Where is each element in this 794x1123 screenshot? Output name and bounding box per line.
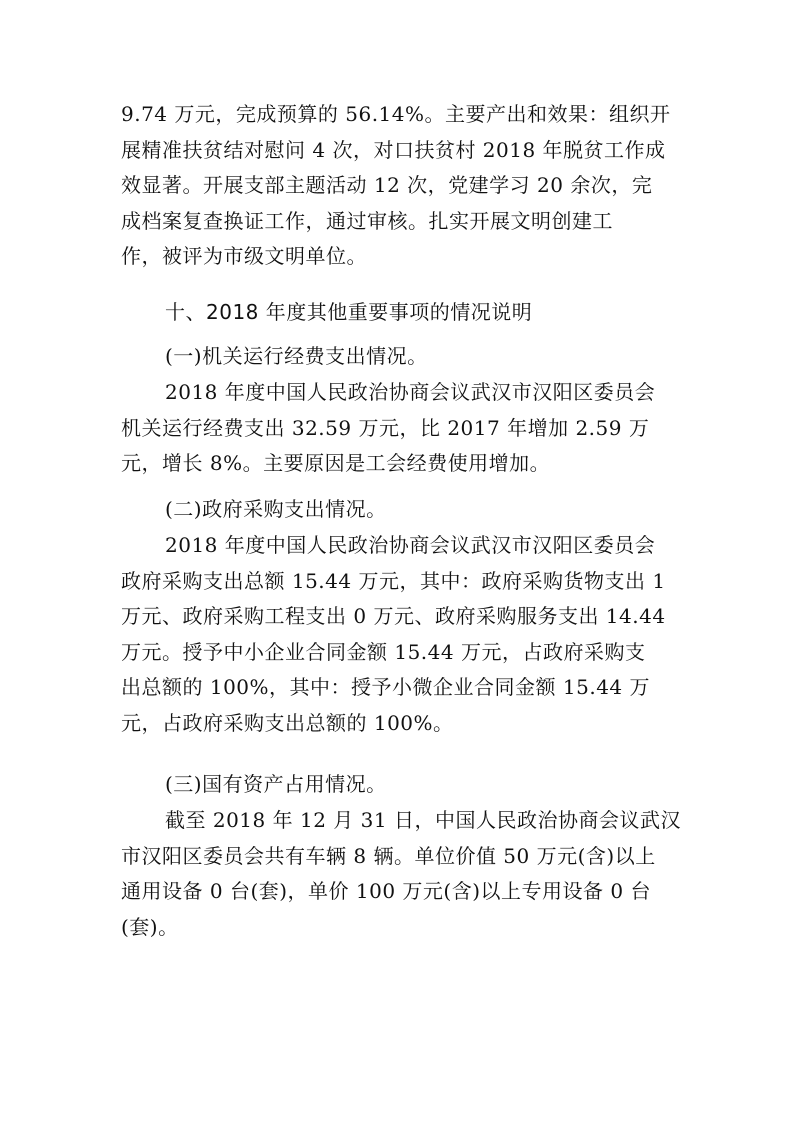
- subsection-3-line-4: (套)。: [121, 914, 179, 939]
- section-heading: [121, 292, 681, 332]
- subsection-3: [121, 765, 681, 945]
- subsection-1-line-2: 机关运行经费支出 32.59 万元，比 2017 年增加 2.59 万: [121, 415, 650, 440]
- subsection-2-line-4: 万元。授予中小企业合同金额 15.44 万元，占政府采购支: [121, 639, 646, 664]
- subsection-2: [121, 490, 681, 741]
- intro-line-5: 作，被评为市级文明单位。: [121, 244, 367, 268]
- subsection-2-line-6: 元，占政府采购支出总额的 100%。: [121, 710, 454, 735]
- subsection-1: [121, 337, 681, 482]
- intro-line-4: 成档案复查换证工作，通过审核。扎实开展文明创建工: [121, 208, 613, 233]
- subsection-3-line-1: 截至 2018 年 12 月 31 日，中国人民政治协商会议武汉: [165, 808, 681, 832]
- subsection-2-line-5: 出总额的 100%，其中：授予小微企业合同金额 15.44 万: [121, 675, 651, 699]
- subsection-3-line-3: 通用设备 0 台(套)，单价 100 万元(含)以上专用设备 0 台: [121, 879, 651, 903]
- intro-line-1: 9.74 万元，完成预算的 56.14%。主要产出和效果：组织开: [121, 102, 671, 126]
- subsection-3-line-2: 市汉阳区委员会共有车辆 8 辆。单位价值 50 万元(含)以上: [121, 843, 656, 868]
- intro-paragraph: [121, 97, 681, 275]
- subsection-2-line-3: 万元、政府采购工程支出 0 万元、政府采购服务支出 14.44: [121, 604, 666, 628]
- intro-line-3: 效显著。开展支部主题活动 12 次，党建学习 20 余次，完: [121, 173, 653, 197]
- intro-line-2: 展精准扶贫结对慰问 4 次，对口扶贫村 2018 年脱贫工作成: [121, 137, 666, 162]
- subsection-2-title: (二)政府采购支出情况。: [165, 497, 387, 521]
- subsection-2-line-1: 2018 年度中国人民政治协商会议武汉市汉阳区委员会: [165, 533, 656, 557]
- subsection-1-title: (一)机关运行经费支出情况。: [165, 344, 428, 368]
- subsection-3-title: (三)国有资产占用情况。: [165, 772, 387, 796]
- subsection-1-line-1: 2018 年度中国人民政治协商会议武汉市汉阳区委员会: [165, 380, 656, 404]
- subsection-2-line-2: 政府采购支出总额 15.44 万元，其中：政府采购货物支出 1: [121, 568, 666, 593]
- subsection-1-line-3: 元，增长 8%。主要原因是工会经费使用增加。: [121, 451, 551, 475]
- section-heading-text: 十、2018 年度其他重要事项的情况说明: [165, 300, 533, 324]
